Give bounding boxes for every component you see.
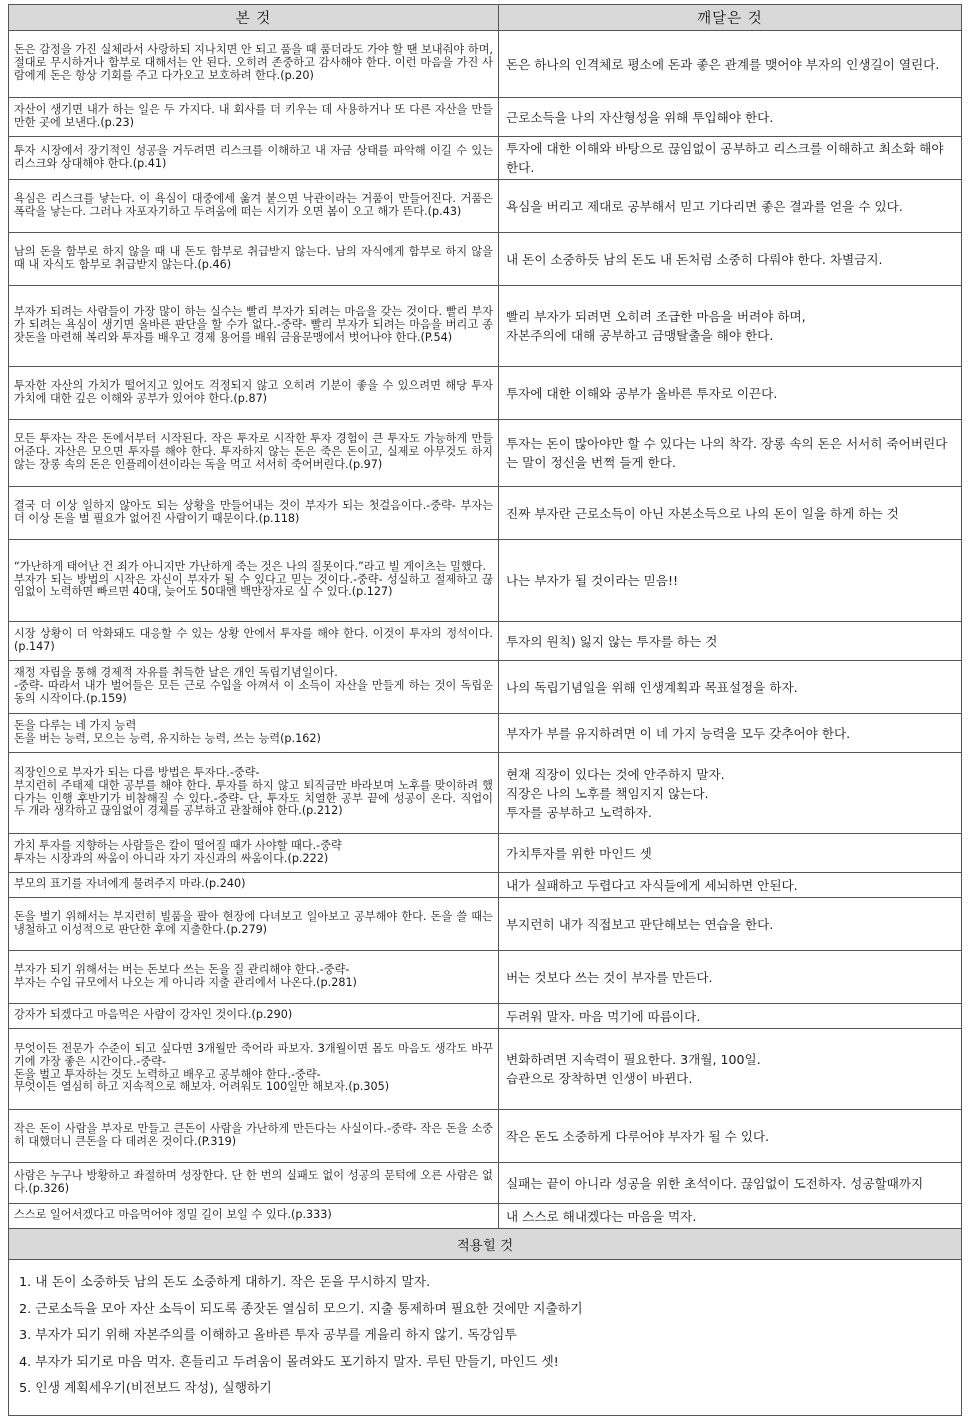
seen-cell: 부모의 표기를 자녀에게 물려주지 마라.(p.240)	[9, 873, 499, 898]
learned-cell: 투자에 대한 이해와 바탕으로 끊임없이 공부하고 리스크를 이해하고 최소화 해야 한다.	[499, 137, 962, 180]
seen-cell: 재정 자립을 통해 경제적 자유를 취득한 날은 개인 독립기념일이다. -중략- 따라서 내가 벌어들은 모든 근로 수입을 아껴서 이 소득이 자산을 만들게 하는 것이 독립운동의 시작이다.(p.159)	[9, 661, 499, 714]
apply-body-row	[9, 1260, 962, 1416]
learned-cell: 두려워 말자. 마음 먹기에 따름이다.	[499, 1004, 962, 1029]
apply-item: 1. 내 돈이 소중하듯 남의 돈도 소중하게 대하기. 작은 돈을 무시하지 말자.	[19, 1275, 431, 1290]
table-row	[9, 1110, 962, 1163]
table-row	[9, 180, 962, 233]
learned-cell: 나는 부자가 될 것이라는 믿음!!	[499, 540, 962, 622]
learned-cell: 부자가 부를 유지하려면 이 네 가지 능력을 모두 갖추어야 한다.	[499, 714, 962, 753]
learned-cell: 가치투자를 위한 마인드 셋	[499, 834, 962, 873]
seen-cell: 돈은 감정을 가진 실체라서 사랑하되 지나치면 안 되고 품을 때 품더라도 가야 할 땐 보내줘야 하며, 절대로 무시하거나 함부로 대해서는 안 된다. 오히려 존중하고 감사해야 한다. 이런 마음을 가진 사람에게 돈은 항상 기회를 주고 다가오고 보호하려 한다.(p.20)	[9, 31, 499, 98]
learned-cell: 부지런히 내가 직접보고 판단해보는 연습을 한다.	[499, 898, 962, 951]
learned-cell: 변화하려면 지속력이 필요한다. 3개월, 100일. 습관으로 장착하면 인생이 바뀐다.	[499, 1029, 962, 1110]
header-seen: 본 것	[9, 5, 499, 31]
seen-cell: 투자한 자산의 가치가 떨어지고 있어도 걱정되지 않고 오히려 기분이 좋을 수 있으려면 해당 투자 가치에 대한 깊은 이해와 공부가 있어야 한다.(p.87)	[9, 367, 499, 420]
header-learned: 깨달은 것	[499, 5, 962, 31]
table-row	[9, 1004, 962, 1029]
apply-title: 적용힐 것	[9, 1229, 962, 1260]
seen-cell: 돈을 벌기 위해서는 부지런히 빌품을 팔아 현장에 다녀보고 일아보고 공부해야 한다. 돈을 쓸 때는 냉철하고 이성적으로 판단한 후에 지출한다.(p.279)	[9, 898, 499, 951]
table-row	[9, 1204, 962, 1229]
learned-cell: 돈은 하나의 인격체로 평소에 돈과 좋은 관계를 맺어야 부자의 인생길이 열린다.	[499, 31, 962, 98]
seen-cell: 직장인으로 부자가 되는 다름 방법은 투자다.-중략- 부지런히 주태제 대한 공부를 해야 한다. 투자를 하지 않고 퇴직금만 바라보며 노후를 맞이하려 했다가는 인행 후반기가 비참해질 수 있다.-중략- 단, 투자도 치열한 공부 끝에 성공이 온다. 직업이 두 개라 생각하고 끊임없이 경제를 공부하고 관찰해야 한다.(p.212)	[9, 753, 499, 834]
apply-item: 4. 부자가 되기로 마음 먹자. 흔들리고 두려움이 몰려와도 포기하지 말자. 루틴 만들기, 마인드 셋!	[19, 1354, 559, 1370]
seen-cell: 시장 상황이 더 악화돼도 대응할 수 있는 상황 안에서 투자를 해야 한다. 이것이 투자의 정석이다.(p.147)	[9, 622, 499, 661]
reading-notes-page	[8, 4, 961, 1416]
seen-cell: 가치 투자를 지향하는 사람들은 칼이 떨어질 때가 사야할 때다.-중략 투자는 시장과의 싸움이 아니라 자기 자신과의 싸움이다.(p.222)	[9, 834, 499, 873]
table-row	[9, 367, 962, 420]
seen-cell: 부자가 되기 위해서는 버는 돈보다 쓰는 돈을 질 관리해야 한다.-중략- 부자는 수입 규모에서 나오는 게 아니라 지출 관리에서 나온다.(p.281)	[9, 951, 499, 1004]
apply-item: 5. 인생 계획세우기(비전보드 작성), 실행하기	[19, 1381, 272, 1396]
seen-cell: 강자가 되겠다고 마음먹은 사람이 강자인 것이다.(p.290)	[9, 1004, 499, 1029]
notes-body	[9, 31, 962, 1416]
table-row	[9, 714, 962, 753]
learned-cell: 실패는 끝이 아니라 성공을 위한 초석이다. 끊임없이 도전하자. 성공할때까지	[499, 1163, 962, 1204]
table-row	[9, 31, 962, 98]
apply-header-row	[9, 1229, 962, 1260]
learned-cell: 버는 것보다 쓰는 것이 부자를 만든다.	[499, 951, 962, 1004]
table-row	[9, 753, 962, 834]
seen-cell: 자산이 생기면 내가 하는 일은 두 가지다. 내 회사를 더 키우는 데 사용하거나 또 다른 자산을 만들 만한 곳에 보낸다.(p.23)	[9, 98, 499, 137]
apply-list	[9, 1260, 962, 1416]
seen-cell: 무엇이든 전문가 수준이 되고 싶다면 3개월만 죽어라 파보자. 3개월이면 몸도 마음도 생각도 바꾸기에 가장 좋은 시간이다.-중략- 돈을 벌고 투자하는 것도 노력하고 배우고 공부해야 한다.-중략- 무엇이든 열심히 하고 지속적으로 해보자. 어려워도 100일만 해보자.(p.305)	[9, 1029, 499, 1110]
learned-cell: 내 돈이 소중하듯 남의 돈도 내 돈처럼 소중히 다뤄야 한다. 차별금지.	[499, 233, 962, 286]
apply-item: 2. 근로소득을 모아 자산 소득이 되도록 종잣돈 열심히 모으기. 지출 통제하며 필요한 것에만 지출하기	[19, 1301, 583, 1317]
table-row	[9, 137, 962, 180]
table-row	[9, 98, 962, 137]
learned-cell: 욕심을 버리고 제대로 공부해서 믿고 기다리면 좋은 결과를 얻을 수 있다.	[499, 180, 962, 233]
learned-cell: 투자는 돈이 많아야만 할 수 있다는 나의 착각. 장롱 속의 돈은 서서히 죽어버린다는 말이 정신을 번쩍 들게 한다.	[499, 420, 962, 487]
seen-cell: 결국 더 이상 일하지 않아도 되는 상황을 만들어내는 것이 부자가 되는 첫걸음이다.-중략- 부자는 더 이상 돈을 벌 필요가 없어진 사람이기 때문이다.(p.118)	[9, 487, 499, 540]
table-row	[9, 487, 962, 540]
table-row	[9, 540, 962, 622]
learned-cell: 빨리 부자가 되려면 오히려 조급한 마음을 버려야 하며, 자본주의에 대해 공부하고 금맹탈출을 해야 한다.	[499, 286, 962, 367]
seen-cell: “가난하게 태어난 건 죄가 아니지만 가난하게 죽는 것은 나의 질못이다.”라고 빌 게이츠는 밀했다. 부자가 되는 방법의 시작은 자신이 부자가 될 수 있다고 믿는 것이다.-중략- 성실하고 절제하고 끊임없이 노력하면 빠르면 40대, 늦어도 50대엔 백만장자로 실 수 있다.(p.127)	[9, 540, 499, 622]
seen-cell: 부자가 되려는 사람들이 가장 많이 하는 실수는 빨리 부자가 되려는 마음을 갖는 것이다. 빨리 부자가 되려는 욕심이 생기면 올바른 판단을 할 수가 없다.-중략- 빨리 부자가 되려는 마음을 버리고 종잣돈을 마련해 복리와 투자를 배우고 경제 용어를 배워 금융문맹에서 벗어나야 한다.(P.54)	[9, 286, 499, 367]
learned-cell: 투자의 원칙) 잃지 않는 투자를 하는 것	[499, 622, 962, 661]
learned-cell: 내가 실패하고 두렵다고 자식들에게 세뇌하면 안된다.	[499, 873, 962, 898]
seen-cell: 모든 투자는 작은 돈에서부터 시작된다. 작은 투자로 시작한 투자 경험이 큰 투자도 가능하게 만들어준다. 자산은 모으면 투자를 해야 한다. 투자하지 않는 돈은 죽은 돈이고, 실제로 아무것도 하지 않는 장롱 속의 돈은 인플레이션이라는 독을 먹고 서서히 죽어버린다.(p.97)	[9, 420, 499, 487]
learned-cell: 진짜 부자란 근로소득이 아닌 자본소득으로 나의 돈이 일을 하게 하는 것	[499, 487, 962, 540]
table-row	[9, 233, 962, 286]
table-row	[9, 286, 962, 367]
seen-cell: 스스로 일어서겠다고 마음먹어야 정밀 길이 보일 수 있다.(p.333)	[9, 1204, 499, 1229]
table-header-row	[9, 5, 962, 31]
reading-notes-table	[8, 4, 962, 1416]
learned-cell: 나의 독립기념일을 위해 인생계획과 목표설정을 하자.	[499, 661, 962, 714]
table-row	[9, 661, 962, 714]
learned-cell: 근로소득을 나의 자산형성을 위해 투입해야 한다.	[499, 98, 962, 137]
learned-cell: 내 스스로 해내겠다는 마음을 먹자.	[499, 1204, 962, 1229]
table-row	[9, 951, 962, 1004]
learned-cell: 현재 직장이 있다는 것에 안주하지 말자. 직장은 나의 노후를 책임지지 않는다. 투자를 공부하고 노력하자.	[499, 753, 962, 834]
table-row	[9, 834, 962, 873]
learned-cell: 투자에 대한 이해와 공부가 올바른 투자로 이끈다.	[499, 367, 962, 420]
seen-cell: 돈을 다루는 네 가지 능력 돈을 버는 능력, 모으는 능력, 유지하는 능력, 쓰는 능력(p.162)	[9, 714, 499, 753]
seen-cell: 남의 돈을 함부로 하지 않을 때 내 돈도 함부로 취급받지 않는다. 남의 자식에게 함부로 하지 않을 때 내 자식도 함부로 취급받지 않는다.(p.46)	[9, 233, 499, 286]
apply-item: 3. 부자가 되기 위해 자본주의를 이해하고 올바른 투자 공부를 게을리 하지 않기. 독강임투	[19, 1328, 517, 1343]
table-row	[9, 1163, 962, 1204]
seen-cell: 작은 돈이 사람을 부자로 만들고 큰돈이 사람을 가난하게 만든다는 사실이다.-중략- 작은 돈을 소중히 대했더니 큰돈을 다 데려온 것이다.(P.319)	[9, 1110, 499, 1163]
table-row	[9, 873, 962, 898]
table-row	[9, 1029, 962, 1110]
seen-cell: 투자 시장에서 장기적인 성공을 거두려면 리스크를 이해하고 내 자금 상태를 파악해 이길 수 있는 리스크와 상대해야 한다.(p.41)	[9, 137, 499, 180]
table-row	[9, 622, 962, 661]
table-row	[9, 420, 962, 487]
table-row	[9, 898, 962, 951]
learned-cell: 작은 돈도 소중하게 다루어야 부자가 될 수 있다.	[499, 1110, 962, 1163]
seen-cell: 사람은 누구나 방황하고 좌절하며 성장한다. 단 한 번의 실패도 없이 성공의 문턱에 오른 사람은 없다.(p.326)	[9, 1163, 499, 1204]
seen-cell: 욕심은 리스크를 낳는다. 이 욕심이 대중에세 옮겨 붙으면 낙관이라는 거품이 만들어진다. 거품은 폭락을 낳는다. 그러나 자포자기하고 두려움에 떠는 시기가 오면 봄이 오고 해가 뜬다.(p.43)	[9, 180, 499, 233]
